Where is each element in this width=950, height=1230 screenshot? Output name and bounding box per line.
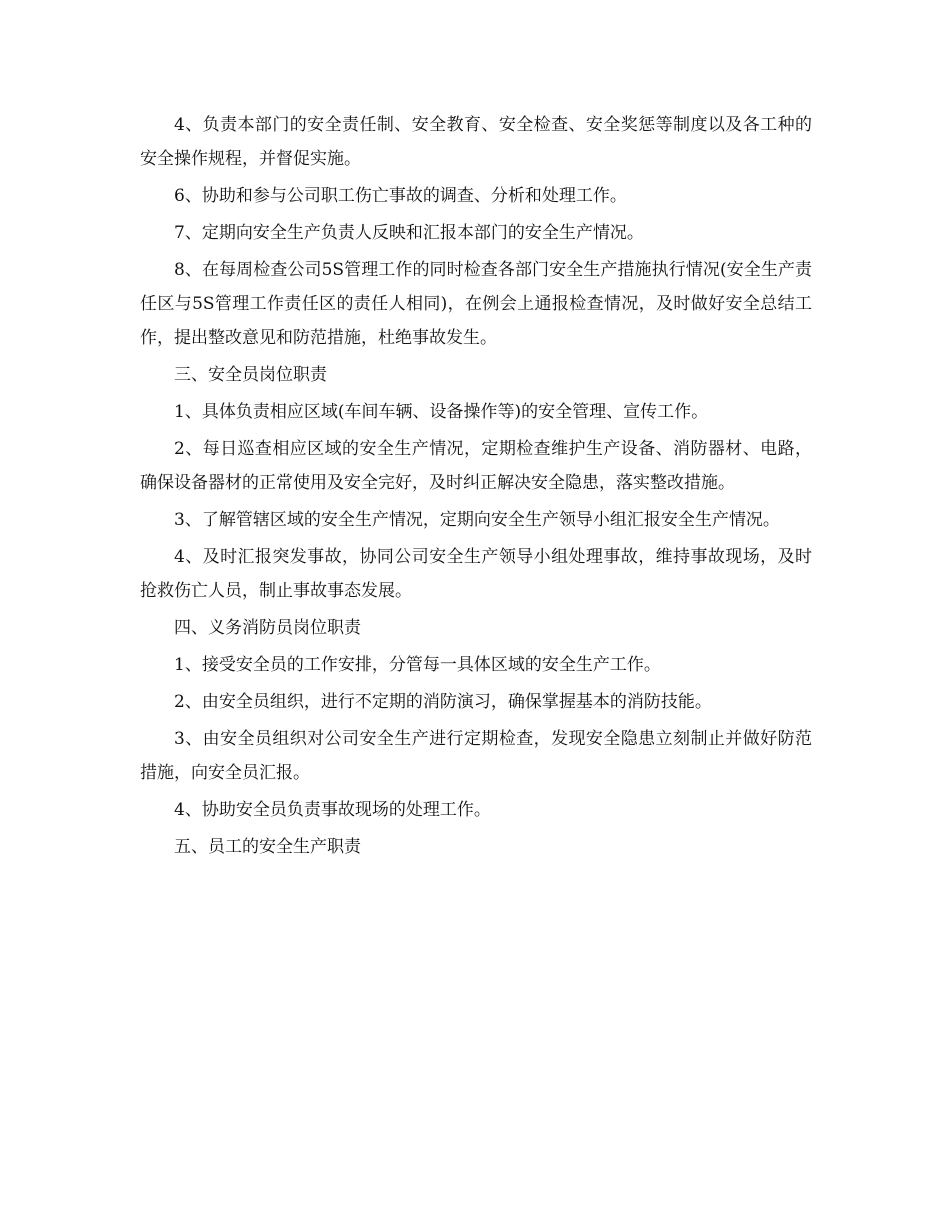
paragraph-item-6-accident-investigation: 6、协助和参与公司职工伤亡事故的调查、分析和处理工作。 <box>174 186 627 206</box>
section-heading-employee-duties: 五、员工的安全生产职责 <box>174 837 361 857</box>
paragraph-officer-item-2: 2、每日巡查相应区域的安全生产情况，定期检查维护生产设备、消防器材、电路，确保设备器材的正常使用及安全完好，及时纠正解决安全隐患，落实整改措施。 <box>140 439 812 493</box>
paragraph-firefighter-item-3: 3、由安全员组织对公司安全生产进行定期检查，发现安全隐患立刻制止并做好防范措施，向安全员汇报。 <box>140 729 812 783</box>
document-body <box>140 108 812 867</box>
paragraph-firefighter-item-1: 1、接受安全员的工作安排，分管每一具体区域的安全生产工作。 <box>174 655 661 675</box>
paragraph-firefighter-item-4: 4、协助安全员负责事故现场的处理工作。 <box>174 800 491 820</box>
paragraph-officer-item-4: 4、及时汇报突发事故，协同公司安全生产领导小组处理事故，维持事故现场，及时抢救伤亡人员，制止事故事态发展。 <box>140 547 812 601</box>
paragraph-item-7-reporting: 7、定期向安全生产负责人反映和汇报本部门的安全生产情况。 <box>174 223 644 243</box>
paragraph-item-4-dept-duties: 4、负责本部门的安全责任制、安全教育、安全检查、安全奖惩等制度以及各工种的安全操作规程，并督促实施。 <box>140 115 812 169</box>
paragraph-item-8-weekly-inspection: 8、在每周检查公司5S管理工作的同时检查各部门安全生产措施执行情况(安全生产责任区与5S管理工作责任区的责任人相同)，在例会上通报检查情况，及时做好安全总结工作，提出整改意见和防范措施，杜绝事故发生。 <box>140 260 812 348</box>
section-heading-volunteer-firefighter: 四、义务消防员岗位职责 <box>174 618 361 638</box>
section-heading-safety-officer: 三、安全员岗位职责 <box>174 365 327 385</box>
paragraph-firefighter-item-2: 2、由安全员组织，进行不定期的消防演习，确保掌握基本的消防技能。 <box>174 692 712 712</box>
paragraph-officer-item-1: 1、具体负责相应区域(车间车辆、设备操作等)的安全管理、宣传工作。 <box>174 402 709 422</box>
paragraph-officer-item-3: 3、了解管辖区域的安全生产情况，定期向安全生产领导小组汇报安全生产情况。 <box>174 510 780 530</box>
